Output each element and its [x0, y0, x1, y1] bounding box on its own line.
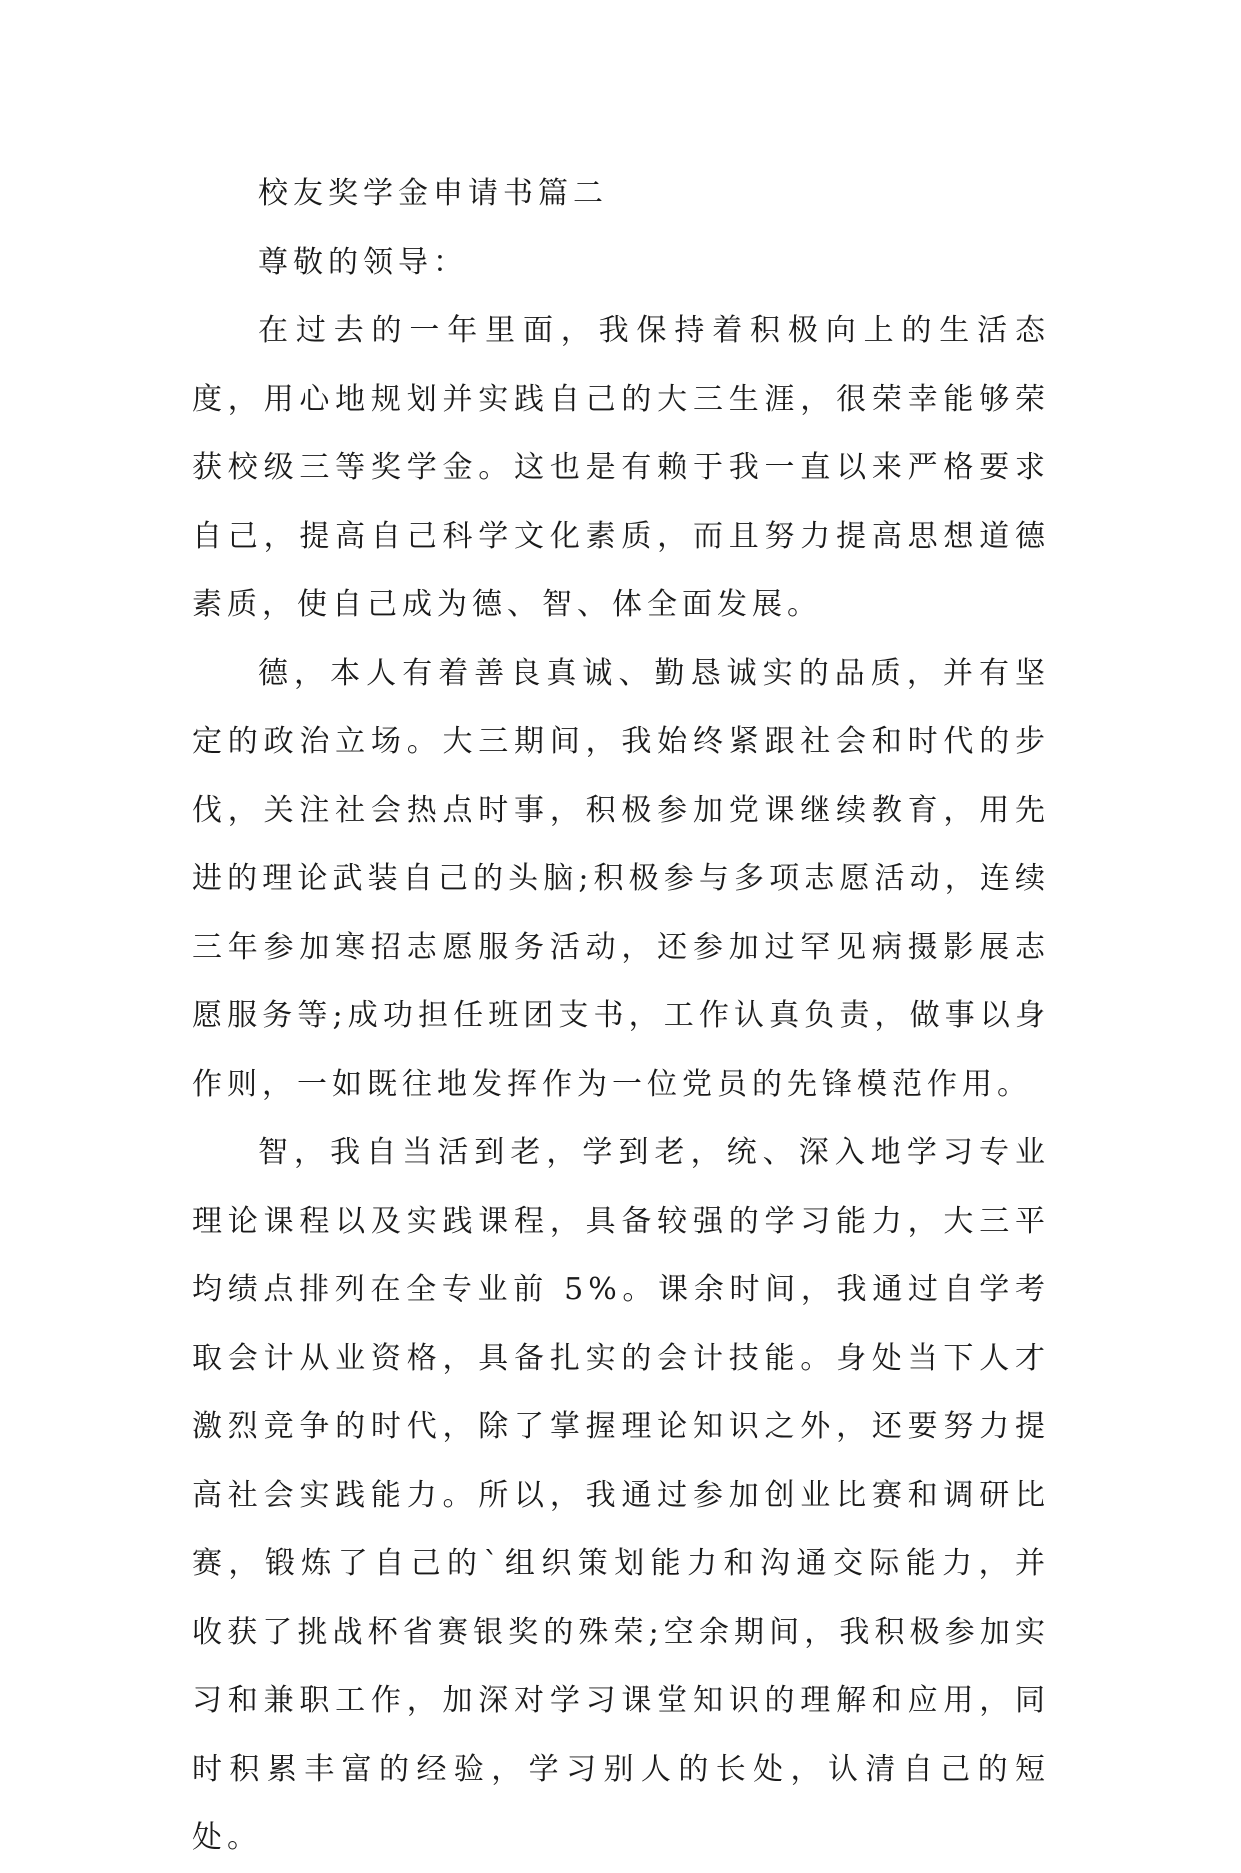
paragraph-intellect: 智，我自当活到老，学到老，统、深入地学习专业理论课程以及实践课程，具备较强的学习能力，大三平均绩点排列在全专业前 5%。课余时间，我通过自学考取会计从业资格，具备扎实的会计技能。身处当下人才激烈竞争的时代，除了掌握理论知识之外，还要努力提高社会实践能力。所以，我通过参加创业比赛和调研比赛，锻炼了自己的`组织策划能力和沟通交际能力，并收获了挑战杯省赛银奖的殊荣;空余期间，我积极参加实习和兼职工作，加深对学习课堂知识的理解和应用，同时积累丰富的经验，学习别人的长处，认清自己的短处。	[192, 1135, 1050, 1855]
paragraph-morality: 德，本人有着善良真诚、勤恳诚实的品质，并有坚定的政治立场。大三期间，我始终紧跟社会和时代的步伐，关注社会热点时事，积极参加党课继续教育，用先进的理论武装自己的头脑;积极参与多项志愿活动，连续三年参加寒招志愿服务活动，还参加过罕见病摄影展志愿服务等;成功担任班团支书，工作认真负责，做事以身作则，一如既往地发挥作为一位党员的先锋模范作用。	[192, 655, 1050, 1102]
document-body	[192, 160, 1050, 1873]
document-title: 校友奖学金申请书篇二	[258, 176, 608, 211]
paragraph-intro: 在过去的一年里面，我保持着积极向上的生活态度，用心地规划并实践自己的大三生涯，很荣幸能够荣获校级三等奖学金。这也是有赖于我一直以来严格要求自己，提高自己科学文化素质，而且努力提高思想道德素质，使自己成为德、智、体全面发展。	[192, 313, 1050, 622]
salutation: 尊敬的领导：	[258, 244, 468, 280]
